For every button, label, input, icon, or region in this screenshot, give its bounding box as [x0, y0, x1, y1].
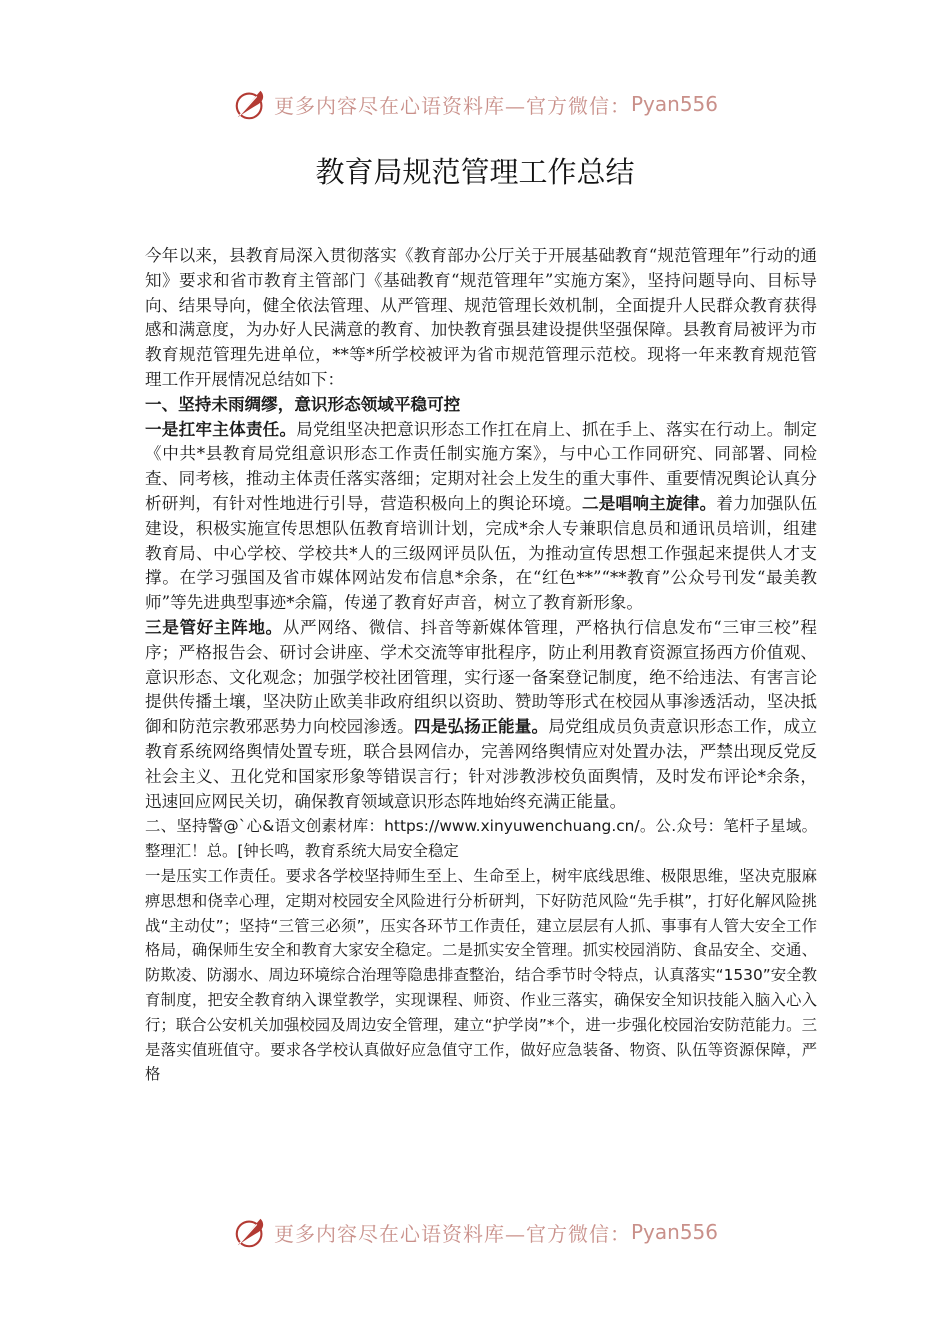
watermark-header	[0, 84, 950, 124]
point-3-label: 三是管好主阵地。	[145, 617, 283, 637]
feather-logo-icon	[232, 85, 270, 123]
watermark-wechat-id: Pyan556	[630, 1220, 718, 1244]
section-1-paragraph	[145, 418, 817, 616]
document-title: 教育局规范管理工作总结	[315, 155, 635, 189]
section-2-paragraph: 一是压实工作责任。要求各学校坚持师生至上、生命至上，树牢底线思维、极限思维，坚决克服麻痹思想和侥幸心理，定期对校园安全风险进行分析研判，下好防范风险“先手棋”，打好化解风险挑战“主动仗”；坚持“三管三必须”，压实各环节工作责任，建立层层有人抓、事事有人管大安全工作格局，确保师生安全和教育大家安全稳定。二是抓实安全管理。抓实校园消防、食品安全、交通、防欺凌、防溺水、周边环境综合治理等隐患排查整治，结合季节时令特点，认真落实“1530”安全教育制度，把安全教育纳入课堂教学，实现课程、师资、作业三落实，确保安全知识技能入脑入心入行；联合公安机关加强校园及周边安全管理，建立“护学岗”*个，进一步强化校园治安防范能力。三是落实值班值守。要求各学校认真做好应急值守工作，做好应急装备、物资、队伍等资源保障，严格	[145, 866, 817, 1084]
section-1-paragraph-2	[145, 616, 817, 814]
point-1-label: 一是扛牢主体责任。	[145, 419, 297, 439]
watermark-text: 更多内容尽在心语资料库—官方微信：	[273, 1221, 631, 1246]
intro-paragraph: 今年以来，县教育局深入贯彻落实《教育部办公厅关于开展基础教育“规范管理年”行动的通知》要求和省市教育主管部门《基础教育“规范管理年”实施方案》，坚持问题导向、目标导向、结果导向，健全依法管理、从严管理、规范管理长效机制，全面提升人民群众教育获得感和满意度，为办好人民满意的教育、加快教育强县建设提供坚强保障。县教育局被评为市教育规范管理先进单位，**等*所学校被评为省市规范管理示范校。现将一年来教育规范管理工作开展情况总结如下：	[145, 246, 817, 389]
point-3-text: 从严网络、微信、抖音等新媒体管理，严格执行信息发布“三审三校”程序；严格报告会、研讨会讲座、学术交流等审批程序，防止利用教育资源宣扬西方价值观、意识形态、文化观念；加强学校社团管理，实行逐一备案登记制度，绝不给违法、有害言论提供传播土壤，坚决防止欧美非政府组织以资助、赞助等形式在校园从事渗透活动，坚决抵御和防范宗教邪恶势力向校园渗透。	[145, 617, 818, 737]
point-2-text: 着力加强队伍建设，积极实施宣传思想队伍教育培训计划，完成*余人专兼职信息员和通讯员培训，组建教育局、中心学校、学校共*人的三级网评员队伍，为推动宣传思想工作强起来提供人才支撑。在学习强国及省市媒体网站发布信息*余条，在“红色**”“**教育”公众号刊发“最美教师”等先进典型事迹*余篇，传递了教育好声音，树立了教育新形象。	[145, 493, 818, 613]
point-4-text: 局党组成员负责意识形态工作，成立教育系统网络舆情处置专班，联合县网信办，完善网络舆情应对处置办法，严禁出现反党反社会主义、丑化党和国家形象等错误言行；针对涉教涉校负面舆情，及时发布评论*余条，迅速回应网民关切，确保教育领域意识形态阵地始终充满正能量。	[145, 717, 818, 811]
section-2-heading: 二、坚持警@`心&语文创素材库：https://www.xinyuwenchuang.cn/。公.众号：笔杆子星域。整理汇！总。[钟长鸣，教育系统大局安全稳定	[145, 817, 817, 861]
feather-logo-icon	[232, 1213, 270, 1251]
watermark-text: 更多内容尽在心语资料库—官方微信：	[273, 93, 631, 118]
watermark-footer	[0, 1212, 950, 1252]
point-2-label: 二是唱响主旋律。	[581, 493, 717, 513]
watermark-wechat-id: Pyan556	[630, 92, 718, 116]
point-1-text: 局党组坚决把意识形态工作扛在肩上、抓在手上、落实在行动上。制定《中共*县教育局党组意识形态工作责任制实施方案》，与中心工作同研究、同部署、同检查、同考核，推动主体责任落实落细；定期对社会上发生的重大事件、重要情况舆论认真分析研判，有针对性地进行引导，营造积极向上的舆论环境。	[145, 419, 818, 513]
section-1-heading-text: 一、坚持未雨绸缪，意识形态领域平稳可控	[145, 394, 461, 414]
point-4-label: 四是弘扬正能量。	[413, 717, 549, 737]
document-body	[145, 244, 817, 1087]
section-1-heading	[145, 393, 817, 418]
